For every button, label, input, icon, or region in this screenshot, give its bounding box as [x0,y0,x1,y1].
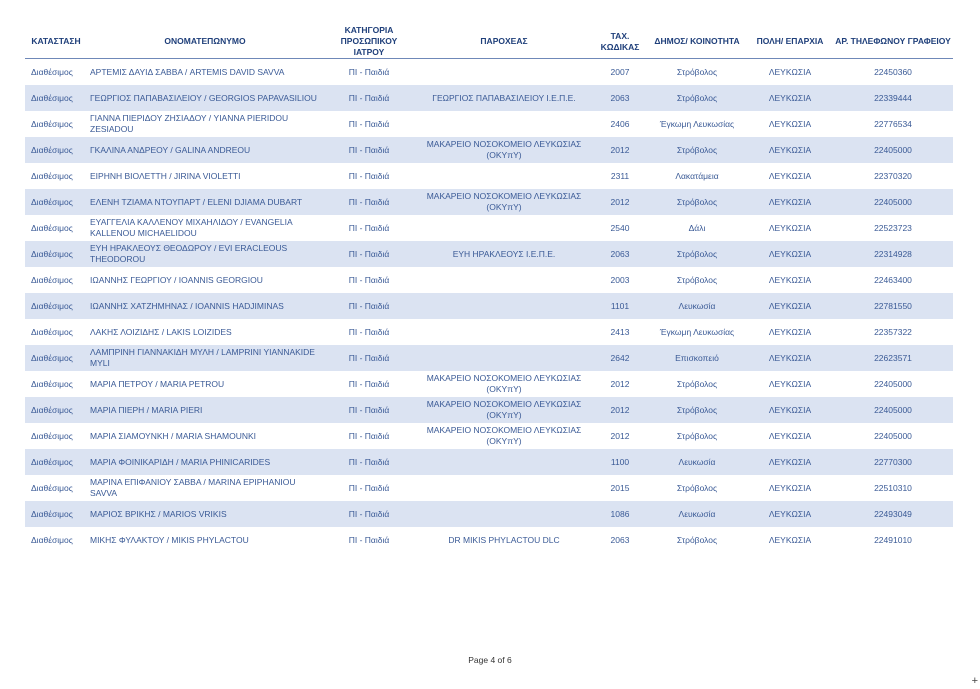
cell-category: ΠΙ - Παιδιά [348,170,390,181]
cell-city: ΛΕΥΚΩΣΙΑ [747,137,833,163]
cell-municipality: Στρόβολος [676,482,718,493]
cell-phone: 22370320 [874,170,912,181]
cell-phone: 22770300 [833,449,953,475]
cell-phone: 22405000 [874,430,912,441]
cell-provider [415,475,593,501]
header-phone: ΑΡ. ΤΗΛΕΦΩΝΟΥ ΓΡΑΦΕΙΟΥ [833,25,953,59]
cell-phone: 22405000 [833,397,953,423]
cell-category: ΠΙ - Παιδιά [348,274,390,285]
cell-postcode: 2063 [593,85,647,111]
cell-postcode: 2413 [610,326,630,337]
cell-name: ΙΩΑΝΝΗΣ ΓΕΩΡΓΙΟΥ / IOANNIS GEORGIOU [90,274,263,285]
cell-phone: 22405000 [874,378,912,389]
cell-category: ΠΙ - Παιδιά [348,66,390,77]
table-row [25,111,953,137]
cell-category: ΠΙ - Παιδιά [348,118,390,129]
cell-municipality: Έγκωμη Λευκωσίας [659,118,735,129]
cell-status: Διαθέσιμος [31,482,73,493]
table-header-row [25,25,953,59]
cell-municipality: Έγκωμη Λευκωσίας [659,326,735,337]
cell-municipality: Λευκωσία [647,293,747,319]
cell-phone: 22510310 [874,482,912,493]
page-number: Page 4 of 6 [468,655,512,665]
cell-phone: 22523723 [874,222,912,233]
cell-municipality: Στρόβολος [676,66,718,77]
table-row [25,59,953,86]
cell-name: ΜΙΚΗΣ ΦΥΛΑΚΤΟΥ / MIKIS PHYLACTOU [90,534,249,545]
cell-name: ΕΙΡΗΝΗ ΒΙΟΛΕΤΤΗ / JIRINA VIOLETTI [90,170,241,181]
cell-postcode: 2012 [593,189,647,215]
header-city: ΠΟΛΗ/ ΕΠΑΡΧΙΑ [747,25,833,59]
cell-provider: ΓΕΩΡΓΙΟΣ ΠΑΠΑΒΑΣΙΛΕΙΟΥ Ι.Ε.Π.Ε. [415,85,593,111]
cell-municipality: Στρόβολος [676,430,718,441]
cell-category: ΠΙ - Παιδιά [348,326,390,337]
cell-name: ΜΑΡΙΟΣ ΒΡΙΚΗΣ / MARIOS VRIKIS [87,501,323,527]
cell-city: ΛΕΥΚΩΣΙΑ [768,534,812,545]
cell-name: ΜΑΡΙΑ ΠΙΕΡΗ / MARIA PIERI [87,397,323,423]
cell-municipality: Στρόβολος [676,274,718,285]
cell-name: ΜΑΡΙΝΑ ΕΠΙΦΑΝΙΟΥ ΣΑΒΒΑ / MARINA EPIPHANIOU SAVVA [90,477,296,498]
cell-status: Διαθέσιμος [25,241,87,267]
cell-city: ΛΕΥΚΩΣΙΑ [747,241,833,267]
cell-city: ΛΕΥΚΩΣΙΑ [768,222,812,233]
cell-city: ΛΕΥΚΩΣΙΑ [768,378,812,389]
cell-category: ΠΙ - Παιδιά [323,501,415,527]
cell-provider: ΜΑΚΑΡΕΙΟ ΝΟΣΟΚΟΜΕΙΟ ΛΕΥΚΩΣΙΑΣ (ΟΚΥπΥ) [415,137,593,163]
cell-postcode: 2012 [593,137,647,163]
cell-name: ΕΥΗ ΗΡΑΚΛΕΟΥΣ ΘΕΟΔΩΡΟΥ / EVI ERACLEOUS THEODOROU [87,241,323,267]
cell-phone: 22776534 [874,118,912,129]
cell-phone: 22339444 [833,85,953,111]
cell-status: Διαθέσιμος [31,170,73,181]
table-row [25,371,953,397]
table-row [25,293,953,319]
table-row [25,501,953,527]
cell-municipality: Λευκωσία [647,449,747,475]
cell-municipality: Στρόβολος [647,397,747,423]
cell-provider [415,501,593,527]
cell-provider: ΜΑΚΑΡΕΙΟ ΝΟΣΟΚΟΜΕΙΟ ΛΕΥΚΩΣΙΑΣ (ΟΚΥπΥ) [415,397,593,423]
cell-status: Διαθέσιμος [25,449,87,475]
cell-category: ΠΙ - Παιδιά [323,137,415,163]
cell-name: ΜΑΡΙΑ ΦΟΙΝΙΚΑΡΙΔΗ / MARIA PHINICARIDES [87,449,323,475]
cell-category: ΠΙ - Παιδιά [348,222,390,233]
cell-name: ΕΥΑΓΓΕΛΙΑ ΚΑΛΛΕΝΟΥ ΜΙΧΑΗΛΙΔΟΥ / EVANGELIA KALLENOU MICHAELIDOU [90,217,293,238]
cell-status: Διαθέσιμος [25,345,87,371]
cell-municipality: Στρόβολος [647,241,747,267]
cell-status: Διαθέσιμος [31,534,73,545]
cell-category: ΠΙ - Παιδιά [348,378,390,389]
cell-postcode: 2012 [593,397,647,423]
table-row [25,423,953,449]
cell-name: ΜΑΡΙΑ ΣΙΑΜΟΥΝΚΗ / MARIA SHAMOUNKI [90,430,257,441]
cell-provider [415,215,593,241]
cell-city: ΛΕΥΚΩΣΙΑ [747,189,833,215]
cell-name: ΙΩΑΝΝΗΣ ΧΑΤΖΗΜΗΝΑΣ / IOANNIS HADJIMINAS [87,293,323,319]
header-name: ΟΝΟΜΑΤΕΠΩΝΥΜΟ [87,25,323,59]
cell-category: ΠΙ - Παιδιά [348,430,390,441]
table-row [25,527,953,553]
cell-category: ΠΙ - Παιδιά [348,534,390,545]
cell-status: Διαθέσιμος [25,189,87,215]
cell-municipality: Στρόβολος [676,534,718,545]
cell-postcode: 2007 [610,66,630,77]
cell-city: ΛΕΥΚΩΣΙΑ [747,345,833,371]
table-row [25,397,953,423]
cell-status: Διαθέσιμος [31,378,73,389]
cell-city: ΛΕΥΚΩΣΙΑ [747,449,833,475]
cell-provider [415,59,593,86]
cell-postcode: 2003 [610,274,630,285]
cell-municipality: Στρόβολος [647,189,747,215]
cell-provider: DR MIKIS PHYLACTOU DLC [448,534,560,545]
cell-status: Διαθέσιμος [25,501,87,527]
cell-postcode: 2406 [610,118,630,129]
cell-category: ΠΙ - Παιδιά [348,482,390,493]
cell-city: ΛΕΥΚΩΣΙΑ [747,501,833,527]
cell-phone: 22405000 [833,137,953,163]
cell-name: ΓΚΑΛΙΝΑ ΑΝΔΡΕΟΥ / GALINA ANDREOU [87,137,323,163]
doctors-table [25,25,953,553]
table-row [25,319,953,345]
cell-name: ΜΑΡΙΑ ΠΕΤΡΟΥ / MARIA PETROU [90,378,225,389]
cell-status: Διαθέσιμος [25,397,87,423]
cell-postcode: 2012 [610,430,630,441]
cell-city: ΛΕΥΚΩΣΙΑ [768,482,812,493]
cell-provider [415,293,593,319]
cell-city: ΛΕΥΚΩΣΙΑ [768,274,812,285]
header-provider: ΠΑΡΟΧΕΑΣ [415,25,593,59]
table-row [25,345,953,371]
cell-city: ΛΕΥΚΩΣΙΑ [747,85,833,111]
cell-city: ΛΕΥΚΩΣΙΑ [768,170,812,181]
cell-municipality: Στρόβολος [676,378,718,389]
cell-phone: 22491010 [874,534,912,545]
cell-postcode: 2063 [593,241,647,267]
cell-name: ΛΑΚΗΣ ΛΟΙΖΙΔΗΣ / LAKIS LOIZIDES [90,326,232,337]
cell-postcode: 2063 [610,534,630,545]
cell-phone: 22450360 [874,66,912,77]
table-body [25,59,953,554]
cell-status: Διαθέσιμος [31,326,73,337]
cell-postcode: 2012 [610,378,630,389]
cell-phone: 22493049 [833,501,953,527]
cell-category: ΠΙ - Παιδιά [323,85,415,111]
cell-provider [415,163,593,189]
cell-category: ΠΙ - Παιδιά [323,449,415,475]
table-row [25,241,953,267]
cell-city: ΛΕΥΚΩΣΙΑ [768,430,812,441]
table-row [25,215,953,241]
cell-city: ΛΕΥΚΩΣΙΑ [768,326,812,337]
cell-status: Διαθέσιμος [31,430,73,441]
cell-city: ΛΕΥΚΩΣΙΑ [768,118,812,129]
cell-postcode: 1086 [593,501,647,527]
cell-provider: ΜΑΚΑΡΕΙΟ ΝΟΣΟΚΟΜΕΙΟ ΛΕΥΚΩΣΙΑΣ (ΟΚΥπΥ) [426,425,582,446]
table-row [25,267,953,293]
cell-name: ΕΛΕΝΗ ΤΖΙΑΜΑ ΝΤΟΥΠΑΡΤ / ELENI DJIAMA DUBART [87,189,323,215]
cell-postcode: 1100 [593,449,647,475]
cell-provider [415,449,593,475]
cell-category: ΠΙ - Παιδιά [323,189,415,215]
table-row [25,475,953,501]
cell-status: Διαθέσιμος [31,222,73,233]
cell-municipality: Στρόβολος [647,137,747,163]
cell-municipality: Στρόβολος [647,85,747,111]
cell-provider [415,319,593,345]
cell-name: ΛΑΜΠΡΙΝΗ ΓΙΑΝΝΑΚΙΔΗ ΜΥΛΗ / LAMPRINI YIANNAKIDE MYLI [87,345,323,371]
header-status: ΚΑΤΑΣΤΑΣΗ [25,25,87,59]
cell-phone: 22314928 [833,241,953,267]
cell-postcode: 2540 [610,222,630,233]
table-row [25,137,953,163]
header-postcode: ΤΑΧ. ΚΩΔΙΚΑΣ [593,25,647,59]
table-row [25,189,953,215]
cell-municipality: Δάλι [688,222,706,233]
cell-provider [415,111,593,137]
cell-postcode: 2642 [593,345,647,371]
cell-category: ΠΙ - Παιδιά [323,345,415,371]
cell-status: Διαθέσιμος [25,293,87,319]
cell-municipality: Λακατάμεια [675,170,719,181]
cell-name: ΓΕΩΡΓΙΟΣ ΠΑΠΑΒΑΣΙΛΕΙΟΥ / GEORGIOS PAPAVASILIOU [87,85,323,111]
cell-category: ΠΙ - Παιδιά [323,293,415,319]
table-row [25,163,953,189]
cell-phone: 22463400 [874,274,912,285]
cell-city: ΛΕΥΚΩΣΙΑ [747,397,833,423]
cell-municipality: Επισκοπειό [647,345,747,371]
table-row [25,85,953,111]
cell-category: ΠΙ - Παιδιά [323,397,415,423]
cell-provider: ΜΑΚΑΡΕΙΟ ΝΟΣΟΚΟΜΕΙΟ ΛΕΥΚΩΣΙΑΣ (ΟΚΥπΥ) [415,189,593,215]
cell-provider: ΕΥΗ ΗΡΑΚΛΕΟΥΣ Ι.Ε.Π.Ε. [415,241,593,267]
cell-phone: 22623571 [833,345,953,371]
cell-status: Διαθέσιμος [25,85,87,111]
corner-mark: + [971,675,978,687]
cell-name: ΓΙΑΝΝΑ ΠΙΕΡΙΔΟΥ ΖΗΣΙΑΔΟΥ / YIANNA PIERIDOU ZESIADOU [90,113,289,134]
cell-provider [415,345,593,371]
cell-status: Διαθέσιμος [31,118,73,129]
cell-municipality: Λευκωσία [647,501,747,527]
cell-provider: ΜΑΚΑΡΕΙΟ ΝΟΣΟΚΟΜΕΙΟ ΛΕΥΚΩΣΙΑΣ (ΟΚΥπΥ) [426,373,582,394]
cell-city: ΛΕΥΚΩΣΙΑ [768,66,812,77]
cell-phone: 22781550 [833,293,953,319]
cell-category: ΠΙ - Παιδιά [323,241,415,267]
header-municipality: ΔΗΜΟΣ/ ΚΟΙΝΟΤΗΤΑ [647,25,747,59]
cell-status: Διαθέσιμος [31,274,73,285]
cell-city: ΛΕΥΚΩΣΙΑ [747,293,833,319]
cell-provider [415,267,593,293]
cell-postcode: 2311 [610,170,630,181]
header-category: ΚΑΤΗΓΟΡΙΑ ΠΡΟΣΩΠΙΚΟΥ ΙΑΤΡΟΥ [323,25,415,59]
cell-status: Διαθέσιμος [31,66,73,77]
cell-status: Διαθέσιμος [25,137,87,163]
table-row [25,449,953,475]
cell-postcode: 1101 [593,293,647,319]
cell-name: ΑΡΤΕΜΙΣ ΔΑΥΙΔ ΣΑΒΒΑ / ARTEMIS DAVID SAVVA [90,66,285,77]
cell-postcode: 2015 [610,482,630,493]
cell-phone: 22405000 [833,189,953,215]
cell-phone: 22357322 [874,326,912,337]
